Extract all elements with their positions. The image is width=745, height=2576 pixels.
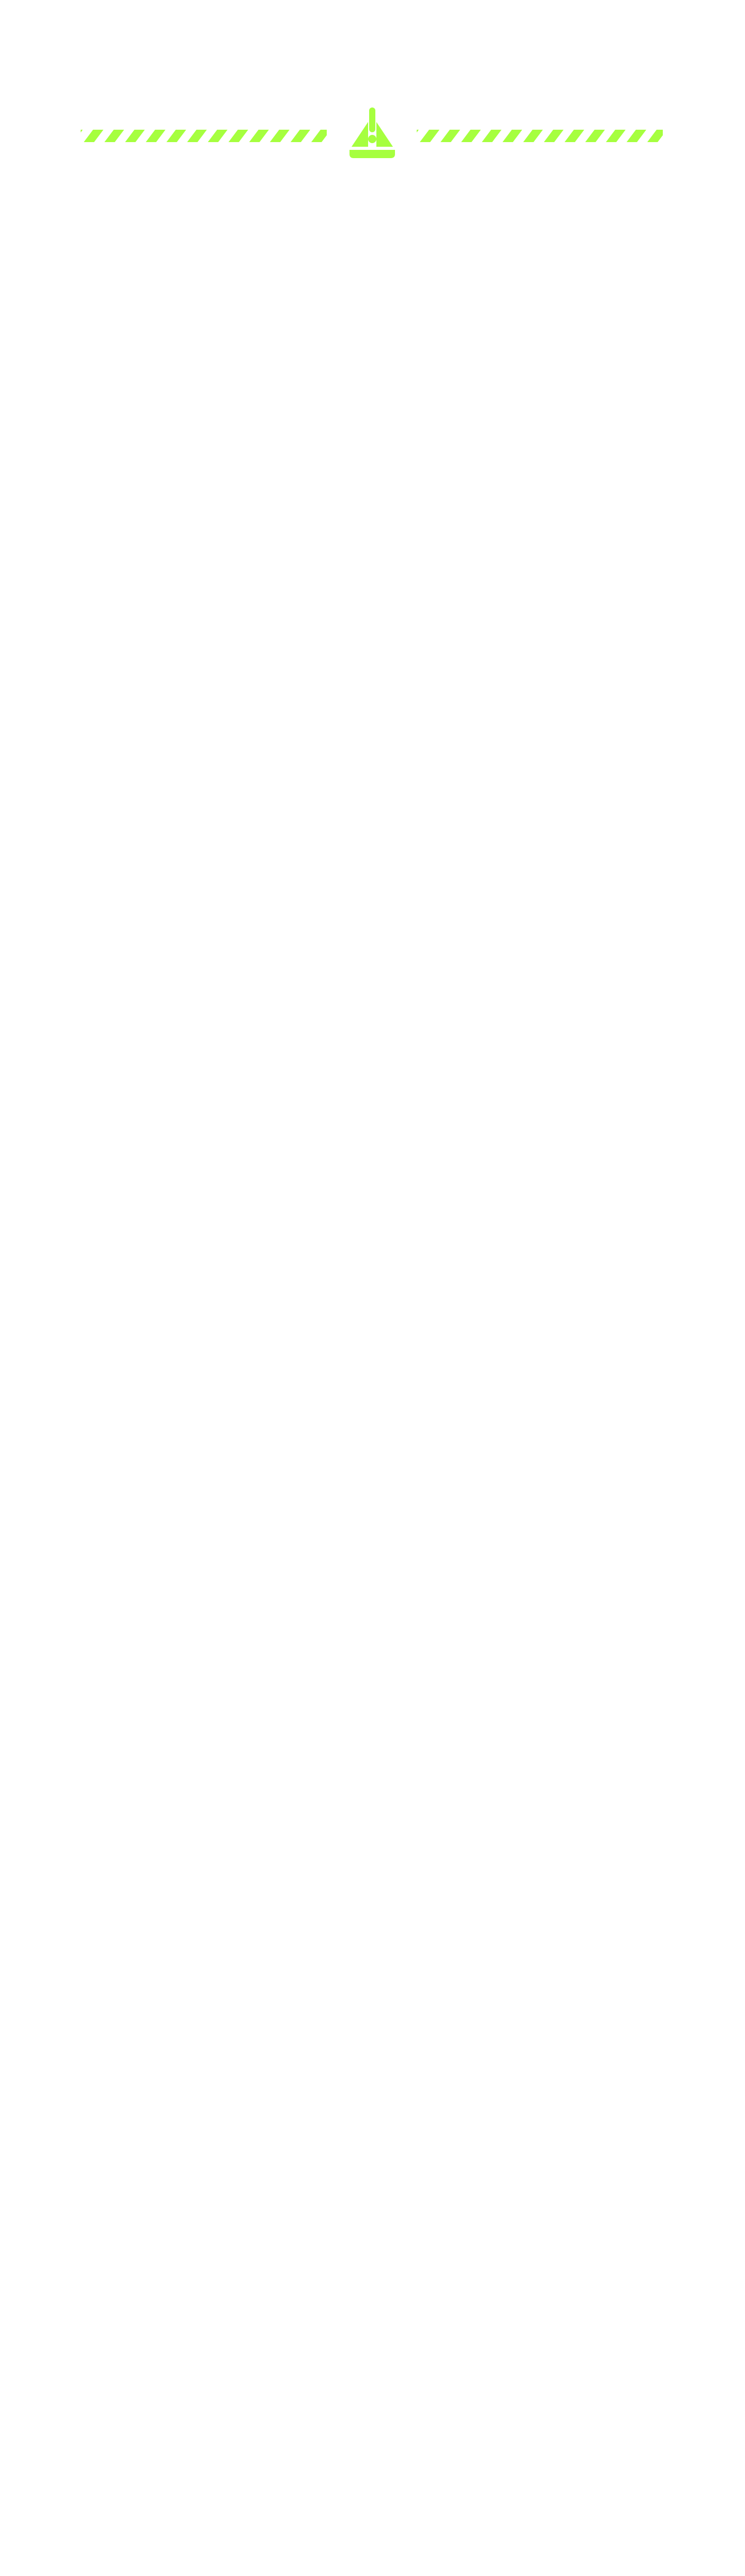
hazard-stripe-left	[81, 130, 327, 142]
hazard-stripes-icon	[417, 130, 663, 142]
warning-banner	[81, 106, 663, 159]
warning-triangle-icon	[345, 106, 399, 159]
hazard-stripe-right	[417, 130, 663, 142]
hazard-stripes-icon	[81, 130, 327, 142]
